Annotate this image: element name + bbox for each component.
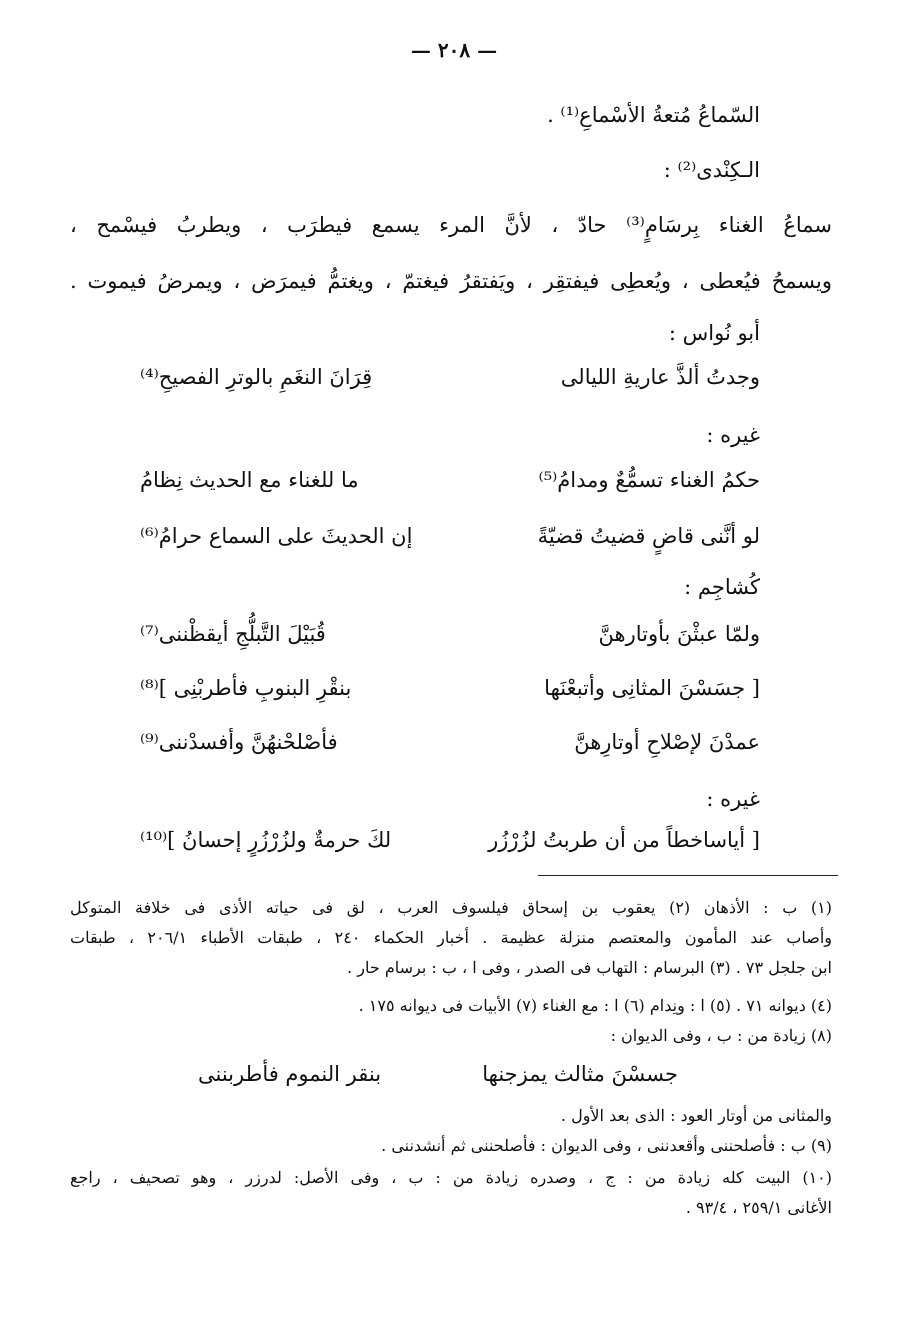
footnote-line: ابن جلجل ٧٣ . (٣) البرسام : التهاب فى الصدر ، وفى ا ، ب : برسام حار . <box>347 958 832 977</box>
verse-second-hemistich: بنقْرِ البنوبِ فأطربْنِى ]⁽⁸⁾ <box>140 676 352 700</box>
text-line: السّماعُ مُتعةُ الأسْماعِ⁽¹⁾ . <box>547 103 760 127</box>
verse-second-hemistich: قِرَانَ النغَمِ بالوترِ الفصيحِ⁽⁴⁾ <box>140 365 373 389</box>
footnote-line: (٩) ب : فأصلحننى وأقعدننى ، وفى الديوان : فأصلحننى ثم أنشدننى . <box>381 1136 832 1155</box>
verse-second-hemistich: ما للغناء مع الحديث نِظامُ <box>140 468 359 492</box>
footnote-line: وأصاب عند المأمون والمعتصم منزلة عظيمة . أخبار الحكماء ٢٤٠ ، طبقات الأطباء ٢٠٦/١ ، طبقات <box>70 928 832 947</box>
verse-first-hemistich: حكمُ الغناء تسمُّعٌ ومدامُ⁽⁵⁾ <box>538 468 760 492</box>
verse-first-hemistich: لو أنَّنى قاضٍ قضيتُ قضيّةً <box>537 524 760 548</box>
verse-second-hemistich: إن الحديثَ على السماع حرامُ⁽⁶⁾ <box>140 524 413 548</box>
heading-kushajim: كُشاجِم : <box>684 575 760 599</box>
verse-second-hemistich: لكَ حرمةٌ ولزُرْزُرٍ إحسانُ ]⁽¹⁰⁾ <box>140 828 392 852</box>
verse-first-hemistich: وجدتُ ألذَّ عاريةِ الليالى <box>560 365 760 389</box>
heading-other: غيره : <box>706 423 760 447</box>
footnote-line: (١) ب : الأذهان (٢) يعقوب بن إسحاق فيلسوف العرب ، لق فى حياته الأذى فى خلافة المتوكل <box>70 898 832 917</box>
verse-first-hemistich: [ أياساخطاً من أن طربتُ لزُرْزُر <box>488 828 760 852</box>
footnote-verse <box>198 1062 678 1096</box>
verse-second-hemistich: فأصْلحْنهُنَّ وأفسدْننى⁽⁹⁾ <box>140 730 338 754</box>
footnote-line: (١٠) البيت كله زيادة من : ج ، وصدره زيادة من : ب ، وفى الأصل: لدرزر ، وهو تصحيف ، راجع <box>70 1168 832 1187</box>
verse-line <box>140 730 760 766</box>
verse-first-hemistich: [ جسَسْنَ المثانِى وأتبعْنَها <box>544 676 760 700</box>
page-number: — ٢٠٨ — <box>410 38 498 62</box>
verse-line <box>140 468 760 504</box>
verse-first-hemistich: ولمّا عبثْنَ بأوتارهنَّ <box>598 622 760 646</box>
verse-second-hemistich: قُبَيْلَ التَّبلُّجِ أيقظْننى⁽⁷⁾ <box>140 622 326 646</box>
verse-first-hemistich: جسسْنَ مثالث يمزجنها <box>482 1062 678 1086</box>
footnote-line: والمثانى من أوتار العود : الذى بعد الأول . <box>560 1106 832 1125</box>
heading-abu-nuwas: أبو نُواس : <box>668 321 760 345</box>
footnote-divider <box>538 875 838 876</box>
heading-kindi: الـكِنْدى⁽²⁾ : <box>663 158 760 182</box>
verse-first-hemistich: عمدْنَ لإصْلاحِ أوتارِهنَّ <box>574 730 760 754</box>
footnote-line: (٤) ديوانه ٧١ . (٥) ا : ونِدام (٦) ا : مع الغناء (٧) الأبيات فى ديوانه ١٧٥ . <box>358 996 832 1015</box>
text-line: سماعُ الغناء بِرسَامٍ⁽³⁾ حادّ ، لأنَّ المرء يسمع فيطرَب ، ويطربُ فيسْمح ، <box>70 213 832 237</box>
heading-other: غيره : <box>706 787 760 811</box>
footnote-line: (٨) زيادة من : ب ، وفى الديوان : <box>610 1026 832 1045</box>
verse-line <box>140 828 760 864</box>
verse-second-hemistich: بنقر النموم فأطربننى <box>198 1062 382 1086</box>
text-line: ويسمحُ فيُعطى ، ويُعطِى فيفتقِر ، ويَفتقرُ فيغتمّ ، ويغتمُّ فيمرَض ، ويمرضُ فيموت . <box>70 269 832 293</box>
footnote-line: الأغانى ٢٥٩/١ ، ٩٣/٤ . <box>685 1198 832 1217</box>
verse-line <box>140 622 760 658</box>
verse-line <box>140 524 760 560</box>
verse-line <box>140 365 760 401</box>
verse-line <box>140 676 760 712</box>
